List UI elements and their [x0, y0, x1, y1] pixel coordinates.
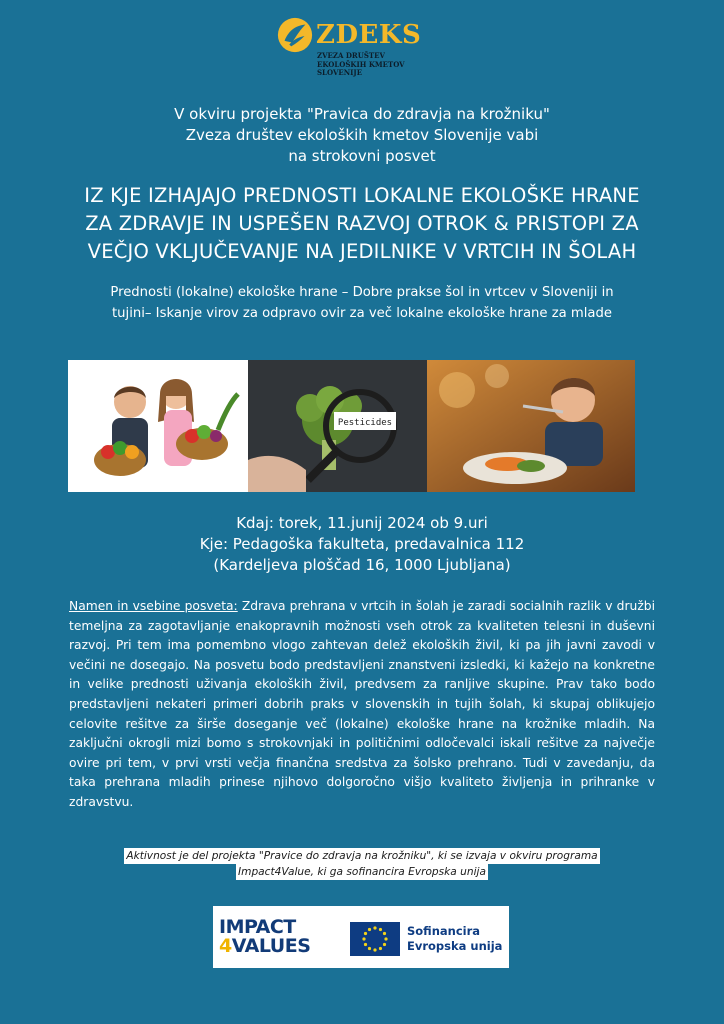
- event-location: Kje: Pedagoška fakulteta, predavalnica 112: [199, 535, 525, 553]
- eu-cofunded-text: [407, 924, 502, 954]
- intro-line: na strokovni posvet: [288, 147, 436, 165]
- logo-sub-line: EKOLOŠKIH KMETOV: [317, 59, 405, 69]
- impact-four: 4: [219, 935, 232, 957]
- photo-pesticides-magnifier: [248, 360, 427, 492]
- eu-line: Sofinancira: [407, 924, 481, 938]
- subtitle-line: Prednosti (lokalne) ekološke hrane – Dobre prakse šol in vrtcev v Sloveniji in: [110, 285, 614, 300]
- logo-brand: ZDEKS: [316, 20, 422, 50]
- impact-word: IMPACT: [219, 916, 296, 938]
- leaf-bird-logo-icon: [276, 16, 314, 54]
- eu-flag-icon: [350, 922, 400, 956]
- title-line: VEČJO VKLJUČEVANJE NA JEDILNIKE V VRTCIH IN ŠOLAH: [87, 240, 637, 263]
- values-word: 4VALUES: [219, 935, 311, 957]
- funding-note-line: Aktivnost je del projekta "Pravice do zdravja na krožniku", ki se izvaja v okviru programa: [126, 850, 598, 862]
- event-address: (Kardeljeva ploščad 16, 1000 Ljubljana): [213, 556, 511, 574]
- event-date: Kdaj: torek, 11.junij 2024 ob 9.uri: [236, 514, 488, 532]
- photo-strip: [68, 360, 635, 492]
- logo-sub-line: ZVEZA DRUŠTEV: [317, 51, 385, 60]
- impact4values-logo: [219, 918, 310, 956]
- title-line: IZ KJE IZHAJAJO PREDNOSTI LOKALNE EKOLOŠKE HRANE: [84, 184, 640, 207]
- event-description: [69, 597, 655, 813]
- eu-line: Evropska unija: [407, 939, 503, 953]
- description-text: Zdrava prehrana v vrtcih in šolah je zaradi socialnih razlik v družbi temeljna za zagotavljanje enakopravnih možnosti vseh otrok za kvaliteten telesni in duševni razvoj. Pri tem ima pomembno vlogo zahtevan delež ekoloških živil, ki pa jih javni zavodi v večini ne dosegajo. Na posvetu bodo predstavljeni znanstveni izsledki, ki kažejo na konkretne in velike prednosti uživanja ekoloških živil, predvsem za ranljive skupine. Prav tako bodo predstavljeni nekateri primeri dobrih praks v slovenskih in tujih šolah, ki skupaj oblikujejo celovite rešitve za širše doseganje več (lokalne) ekološke hrane na krožnike mladih. Na zaključni okrogli mizi bomo s strokovnjaki in političnimi odločevalci iskali rešitve za največje ovire pri tem, v prvi vrsti večja finančna sredstva za šolsko prehrano. Tudi v zavedanju, da taka prehrana mladih prinese njihovo dolgoročno višjo kvaliteto življenja in prihranke v zdravstvu.: [69, 599, 655, 809]
- zdeks-logo: [276, 16, 446, 82]
- photo-children-vegetables: [68, 360, 248, 492]
- event-title: [0, 182, 724, 266]
- event-subtitle: [0, 282, 724, 324]
- pesticides-label: Pesticides: [337, 418, 393, 428]
- logo-subtitle: [317, 52, 427, 78]
- funding-note-line: Impact4Value, ki ga sofinancira Evropska unija: [238, 866, 486, 878]
- intro-line: V okviru projekta "Pravica do zdravja na krožniku": [174, 105, 550, 123]
- logo-sub-line: SLOVENIJE: [317, 68, 363, 77]
- intro-line: Zveza društev ekoloških kmetov Slovenije vabi: [185, 126, 539, 144]
- description-lead: Namen in vsebine posveta:: [69, 599, 238, 613]
- photo-child-eating: [427, 360, 635, 492]
- intro-text: [0, 104, 724, 167]
- subtitle-line: tujini– Iskanje virov za odpravo ovir za več lokalne ekološke hrane za mlade: [112, 306, 612, 321]
- sponsor-logos: [213, 906, 509, 968]
- event-details: [0, 513, 724, 576]
- funding-note: [0, 848, 724, 880]
- title-line: ZA ZDRAVJE IN USPEŠEN RAZVOJ OTROK & PRISTOPI ZA: [85, 212, 639, 235]
